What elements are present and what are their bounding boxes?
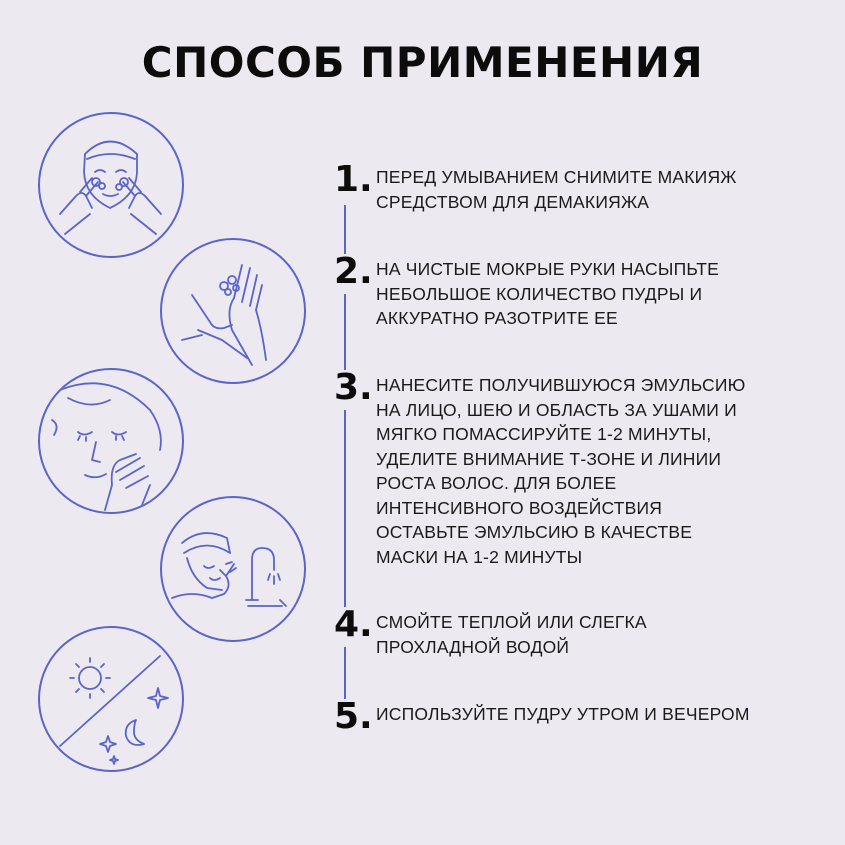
step-text: НАНЕСИТЕ ПОЛУЧИВШУЮСЯ ЭМУЛЬСИЮ НА ЛИЦО, ШЕЮ И ОБЛАСТЬ ЗА УШАМИ И МЯГКО ПОМАССИРУЙТЕ 1-2 МИНУТЫ, УДЕЛИТЕ ВНИМАНИЕ Т-ЗОНЕ И ЛИНИИ РОСТА ВОЛОС. ДЛЯ БОЛЕЕ ИНТЕНСИВНОГО ВОЗДЕЙСТВИЯ ОСТАВЬТЕ ЭМУЛЬСИЮ В КАЧЕСТВЕ МАСКИ НА 1-2 МИНУТЫ xyxy=(376,375,746,567)
page-title: СПОСОБ ПРИМЕНЕНИЯ xyxy=(141,38,704,87)
step-text: НА ЧИСТЫЕ МОКРЫЕ РУКИ НАСЫПЬТЕ НЕБОЛЬШОЕ КОЛИЧЕСТВО ПУДРЫ И АККУРАТНО РАЗОТРИТЕ ЕЕ xyxy=(376,259,720,328)
step-number: 1. xyxy=(334,162,376,202)
step-text: ПЕРЕД УМЫВАНИЕМ СНИМИТЕ МАКИЯЖ СРЕДСТВОМ ДЛЯ ДЕМАКИЯЖА xyxy=(376,167,737,212)
step-4 xyxy=(334,604,804,659)
step-1 xyxy=(334,159,804,214)
day-night-icon xyxy=(38,626,184,772)
step-number: 2. xyxy=(334,254,376,294)
step-text: СМОЙТЕ ТЕПЛОЙ ИЛИ СЛЕГКА ПРОХЛАДНОЙ ВОДОЙ xyxy=(376,612,647,657)
rinse-faucet-icon xyxy=(160,496,306,642)
face-massage-icon xyxy=(38,368,184,514)
step-text: ИСПОЛЬЗУЙТЕ ПУДРУ УТРОМ И ВЕЧЕРОМ xyxy=(376,704,750,724)
step-number: 4. xyxy=(334,607,376,647)
step-3 xyxy=(334,367,804,569)
step-2 xyxy=(334,251,804,331)
step-number: 5. xyxy=(334,699,376,739)
step-number: 3. xyxy=(334,370,376,410)
step-5 xyxy=(334,696,804,739)
face-washing-icon xyxy=(38,112,184,258)
hands-powder-icon xyxy=(160,238,306,384)
